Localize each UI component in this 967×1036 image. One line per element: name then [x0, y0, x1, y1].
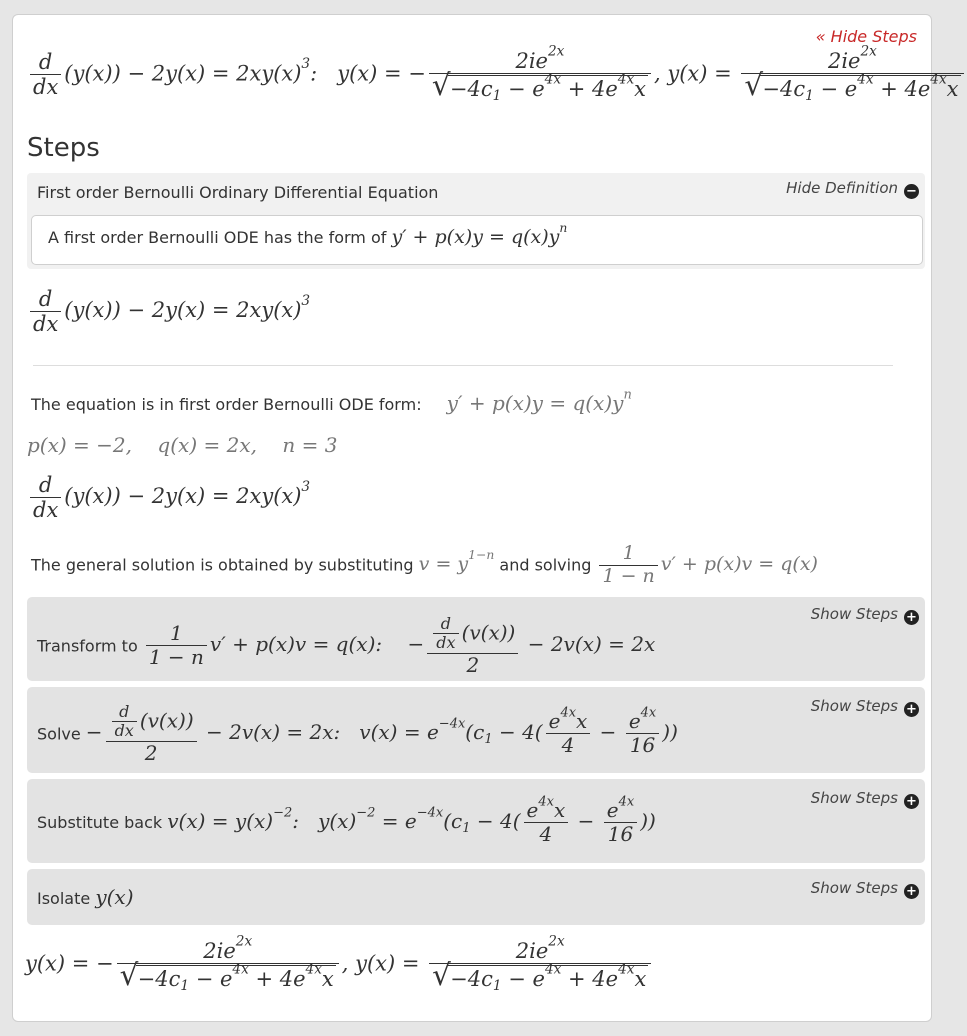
plus-circle-icon: +	[904, 610, 919, 625]
minus-circle-icon: −	[904, 184, 919, 199]
step-label: Isolate	[37, 889, 91, 908]
ode-equation-2: $\frac{d}{dx}$ $(y(x)) - 2y(x) = 2xy(x)^3$	[27, 473, 310, 522]
hide-steps-link[interactable]: « Hide Steps	[815, 27, 917, 46]
definition-box	[27, 173, 925, 269]
step-substitute-back[interactable]	[27, 779, 925, 863]
show-steps-link[interactable]	[811, 697, 919, 717]
step-isolate[interactable]	[27, 869, 925, 925]
problem-equation: $\frac{d}{dx}$ $(y(x)) - 2y(x) = 2xy(x)^3$: y(x) = − $2ie^{2x}$ √ $-4c_1 - e^{4x} + 4e^{4x}x$ , y(x) = $2ie^{2x}$ √ $-4c_1 - e^{4x} + 4e^{4x}x$	[27, 49, 967, 101]
bernoulli-form-formula: $y' + p(x)y = q(x)y^n$	[391, 220, 568, 248]
plus-circle-icon: +	[904, 884, 919, 899]
steps-title: Steps	[27, 133, 100, 163]
show-steps-link[interactable]	[811, 605, 919, 625]
solving-formula: $\frac{1}{1 - n}$ v′ + p(x)v = q(x)	[596, 553, 818, 575]
hide-definition-link[interactable]	[786, 179, 919, 199]
plus-circle-icon: +	[904, 794, 919, 809]
plus-circle-icon: +	[904, 702, 919, 717]
show-steps-label: Show Steps	[810, 605, 898, 623]
solution-panel	[12, 14, 959, 1022]
show-steps-label: Show Steps	[810, 697, 898, 715]
step-label: Transform to	[37, 636, 138, 656]
step-formula: y(x)	[95, 885, 134, 909]
substitution-formula: $v = y^{1-n}$	[418, 548, 495, 576]
general-solution-text: The general solution is obtained by substituting	[31, 555, 414, 575]
general-solution-and: and solving	[499, 555, 592, 575]
step-formula: $v(x) = y(x)^{-2}$: $y(x)^{-2} = e^{-4x}(c_1 - 4$( $\frac{e^{4x}x}{4}$ − $\frac{e^{4x}}{16}$ ))	[167, 794, 656, 846]
definition-title: First order Bernoulli Ordinary Differential Equation	[37, 183, 439, 202]
step-solve[interactable]	[27, 687, 925, 773]
definition-text: A first order Bernoulli ODE has the form of	[48, 228, 387, 247]
show-steps-label: Show Steps	[810, 789, 898, 807]
step-transform[interactable]	[27, 597, 925, 681]
show-steps-link[interactable]	[811, 789, 919, 809]
coefficients: p(x) = −2, q(x) = 2x, n = 3	[27, 433, 338, 457]
bernoulli-form-text: The equation is in first order Bernoulli ODE form:	[31, 395, 422, 414]
show-steps-label: Show Steps	[810, 879, 898, 897]
step-label: Solve	[37, 724, 81, 744]
show-steps-link[interactable]	[811, 879, 919, 899]
step-label: Substitute back	[37, 813, 163, 832]
bernoulli-form-general: $y' + p(x)y = q(x)y^n$	[446, 387, 632, 415]
step-formula: $\frac{1}{1 - n}$ v′ + p(x)v = q(x): − $\frac{d}{dx}$ (v(x)) 2 − 2v(x) = 2x	[143, 632, 655, 656]
final-solution: y(x) = − $2ie^{2x}$ √ $-4c_1 - e^{4x} + 4e^{4x}x$ , y(x) = $2ie^{2x}$ √ $-4c_1 - e^{4x} + 4e^{4x}x$	[25, 939, 654, 991]
ode-equation: $\frac{d}{dx}$ $(y(x)) - 2y(x) = 2xy(x)^3$	[27, 287, 310, 336]
step-formula: − $\frac{d}{dx}$ (v(x)) 2 − 2v(x) = 2x: $v(x) = e^{-4x}(c_1 - 4$( $\frac{e^{4x}x}{4}$ − $\frac{e^{4x}}{16}$ ))	[85, 702, 678, 765]
definition-inner	[31, 215, 923, 265]
hide-definition-label: Hide Definition	[786, 179, 898, 197]
divider	[33, 365, 893, 366]
